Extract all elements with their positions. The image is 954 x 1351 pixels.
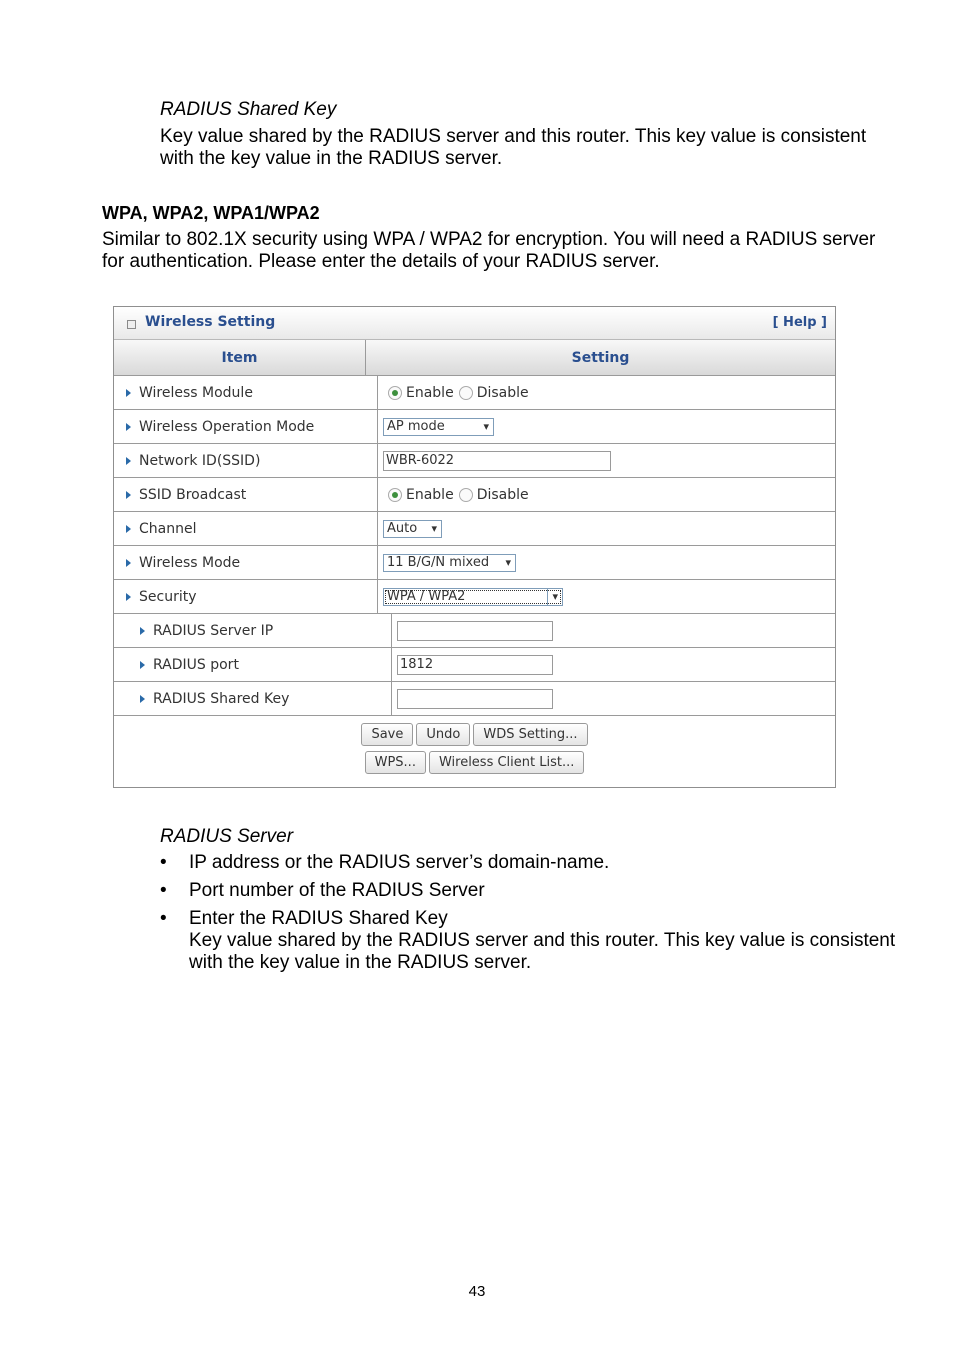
- label-channel: Channel: [139, 520, 197, 537]
- list-item: [160, 908, 895, 974]
- radius-shared-key-text-2: with the key value in the RADIUS server.: [160, 148, 503, 169]
- row-ssid: [114, 444, 835, 478]
- button-row-1: [114, 723, 835, 746]
- radius-shared-key-heading: RADIUS Shared Key: [160, 99, 337, 120]
- wps-button[interactable]: WPS...: [365, 751, 426, 774]
- security-select[interactable]: [383, 588, 563, 606]
- security-value: WPA / WPA2: [387, 589, 466, 604]
- enable-label: Enable: [406, 384, 454, 401]
- panel-title-bar: [114, 307, 835, 340]
- arrow-right-icon: [126, 389, 131, 397]
- label-wireless-module: Wireless Module: [139, 384, 253, 401]
- row-radius-ip: [114, 614, 835, 648]
- bullet-text: Port number of the RADIUS Server: [189, 880, 485, 901]
- operation-mode-select[interactable]: [383, 418, 494, 436]
- panel-title: Wireless Setting: [145, 314, 276, 330]
- arrow-right-icon: [140, 627, 145, 635]
- disable-label: Disable: [476, 486, 529, 503]
- row-ssid-broadcast: [114, 478, 835, 512]
- radius-port-input[interactable]: 1812: [397, 655, 553, 675]
- wireless-module-enable-radio[interactable]: [388, 386, 402, 400]
- ssid-input[interactable]: WBR-6022: [383, 451, 611, 471]
- bullet-text: Enter the RADIUS Shared Key: [189, 908, 448, 929]
- list-item: [160, 852, 895, 874]
- row-operation-mode: [114, 410, 835, 444]
- chevron-down-icon: ▾: [483, 419, 489, 433]
- arrow-right-icon: [126, 457, 131, 465]
- wireless-setting-panel: [113, 306, 836, 788]
- wireless-mode-value: 11 B/G/N mixed: [387, 555, 490, 570]
- wireless-mode-select[interactable]: [383, 554, 516, 572]
- header-item: Item: [114, 340, 366, 375]
- row-security: [114, 580, 835, 614]
- bullet-icon: •: [160, 908, 167, 929]
- ssid-broadcast-enable-radio[interactable]: [388, 488, 402, 502]
- radius-key-input[interactable]: [397, 689, 553, 709]
- bullet-icon: •: [160, 852, 167, 873]
- wds-setting-button[interactable]: WDS Setting...: [473, 723, 587, 746]
- disable-label: Disable: [476, 384, 529, 401]
- arrow-right-icon: [140, 661, 145, 669]
- label-ssid: Network ID(SSID): [139, 452, 261, 469]
- section-heading: WPA, WPA2, WPA1/WPA2: [102, 203, 320, 223]
- section-text-2: for authentication. Please enter the details of your RADIUS server.: [102, 251, 660, 272]
- channel-value: Auto: [387, 521, 418, 536]
- label-radius-port: RADIUS port: [153, 656, 239, 673]
- label-wireless-mode: Wireless Mode: [139, 554, 241, 571]
- operation-mode-value: AP mode: [387, 419, 445, 434]
- radius-server-list: [160, 852, 895, 980]
- row-wireless-mode: [114, 546, 835, 580]
- save-button[interactable]: Save: [361, 723, 413, 746]
- panel-square-icon: [127, 320, 136, 329]
- bullet-icon: •: [160, 880, 167, 901]
- bullet-text-cont-2: with the key value in the RADIUS server.: [189, 952, 532, 973]
- arrow-right-icon: [126, 491, 131, 499]
- label-radius-ip: RADIUS Server IP: [153, 622, 274, 639]
- chevron-down-icon: ▾: [431, 521, 437, 535]
- arrow-right-icon: [126, 593, 131, 601]
- section-text-1: Similar to 802.1X security using WPA / WPA2 for encryption. You will need a RADIUS server: [102, 229, 876, 250]
- label-radius-key: RADIUS Shared Key: [153, 690, 290, 707]
- row-radius-key: [114, 682, 835, 716]
- label-ssid-broadcast: SSID Broadcast: [139, 486, 247, 503]
- header-setting: Setting: [571, 349, 630, 366]
- ssid-broadcast-disable-radio[interactable]: [459, 488, 473, 502]
- page-number: 43: [468, 1283, 486, 1300]
- enable-label: Enable: [406, 486, 454, 503]
- arrow-right-icon: [126, 559, 131, 567]
- table-header: [114, 340, 835, 376]
- bullet-text-cont-1: Key value shared by the RADIUS server and this router. This key value is consistent: [189, 930, 896, 951]
- row-channel: [114, 512, 835, 546]
- arrow-right-icon: [126, 423, 131, 431]
- row-radius-port: [114, 648, 835, 682]
- list-item: [160, 880, 895, 902]
- radius-ip-input[interactable]: [397, 621, 553, 641]
- arrow-right-icon: [126, 525, 131, 533]
- radius-shared-key-text-1: Key value shared by the RADIUS server and this router. This key value is consistent: [160, 126, 867, 147]
- button-row-2: [114, 751, 835, 774]
- bullet-text: IP address or the RADIUS server’s domain-name.: [189, 852, 610, 873]
- help-link[interactable]: [ Help ]: [772, 315, 827, 330]
- channel-select[interactable]: [383, 520, 442, 538]
- arrow-right-icon: [140, 695, 145, 703]
- row-wireless-module: [114, 376, 835, 410]
- undo-button[interactable]: Undo: [416, 723, 470, 746]
- wireless-client-list-button[interactable]: Wireless Client List...: [429, 751, 584, 774]
- radius-server-heading: RADIUS Server: [160, 826, 294, 847]
- chevron-down-icon: ▾: [505, 555, 511, 569]
- wireless-module-disable-radio[interactable]: [459, 386, 473, 400]
- label-operation-mode: Wireless Operation Mode: [139, 418, 315, 435]
- chevron-down-icon: ▾: [547, 589, 558, 605]
- label-security: Security: [139, 588, 197, 605]
